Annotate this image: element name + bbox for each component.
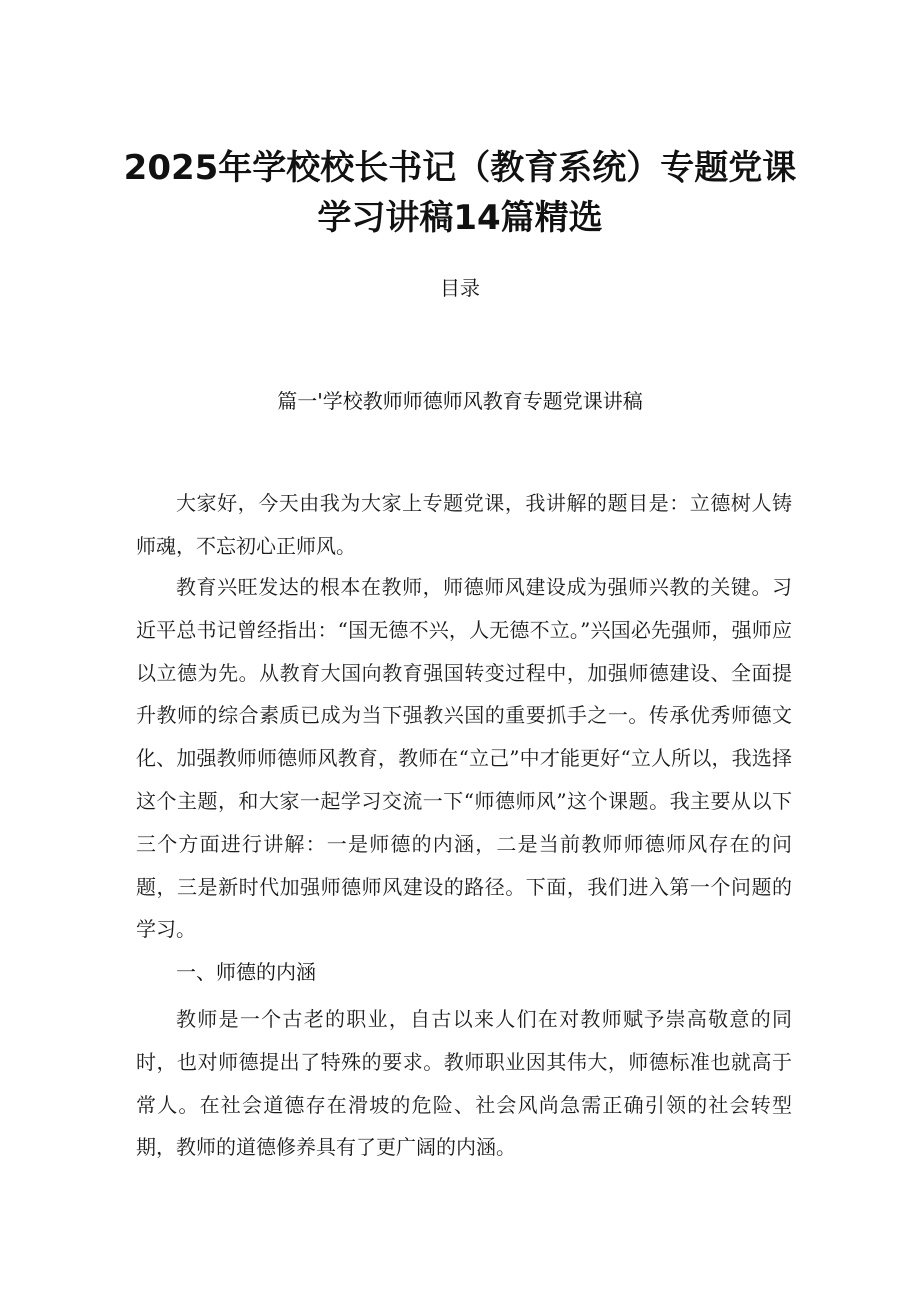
paragraph-education: [136, 566, 792, 951]
paragraph-intro: [136, 482, 792, 568]
paragraph-text: 教育兴旺发达的根本在教师，师德师风建设成为强师兴教的关键。习近平总书记曾经指出：“国无德不兴，人无德不立。”兴国必先强师，强师应以立德为先。从教育大国向教育强国转变过程中，加强师德建设、全面提升教师的综合素质已成为当下强教兴国的重要抓手之一。传承优秀师德文化、加强教师师德师风教育，教师在“立己”中才能更好“立人所以，我选择这个主题，和大家一起学习交流一下“师德师风”这个课题。我主要从以下三个方面进行讲解：一是师德的内涵，二是当前教师师德师风存在的问题，三是新时代加强师德师风建设的路径。下面，我们进入第一个问题的学习。: [136, 575, 792, 942]
section-title: 篇一'学校教师师德师风教育专题党课讲稿: [277, 389, 643, 413]
paragraph-text: 大家好，今天由我为大家上专题党课，我讲解的题目是：立德树人铸师魂，不忘初心正师风。: [136, 491, 792, 558]
paragraph-teacher-ethics: [136, 998, 792, 1169]
paragraph-text: 教师是一个古老的职业，自古以来人们在对教师赋予崇高敬意的同时，也对师德提出了特殊的要求。教师职业因其伟大，师德标准也就高于常人。在社会道德存在滑坡的危险、社会风尚急需正确引领的社会转型期，教师的道德修养具有了更广阔的内涵。: [136, 1007, 792, 1160]
heading-section-1: 一、师德的内涵: [176, 960, 316, 984]
document-title-line2: 学习讲稿14篇精选: [317, 198, 603, 238]
document-title-line1: 2025年学校校长书记（教育系统）专题党课: [123, 148, 797, 188]
toc-label: 目录: [440, 276, 480, 300]
